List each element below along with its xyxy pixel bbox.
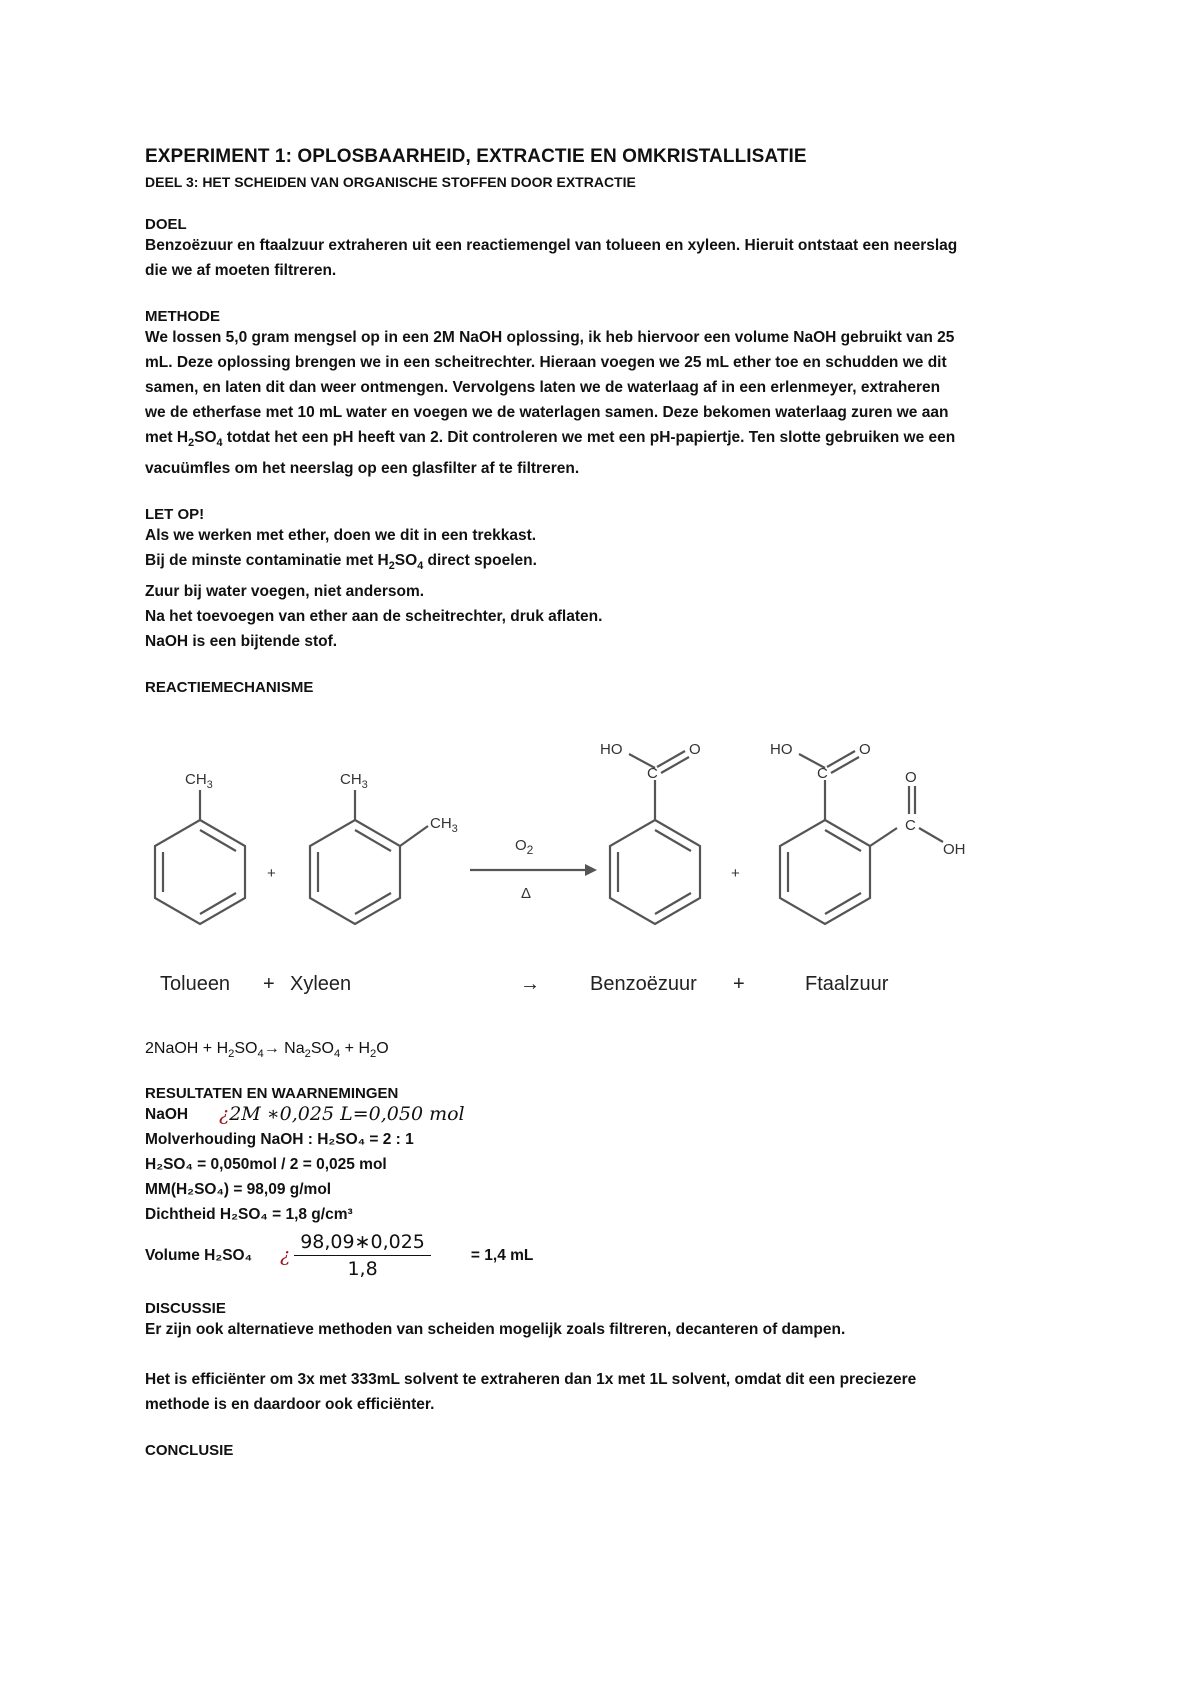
discussie-line: Het is efficiënter om 3x met 333mL solvent te extraheren dan 1x met 1L solvent, omdat dit een preciezere bbox=[145, 1371, 917, 1389]
molar-mass: MM(H₂SO₄) = 98,09 g/mol bbox=[145, 1181, 332, 1199]
phthalic-oh: OH bbox=[943, 841, 966, 858]
neutralisation-equation: 2NaOH + $H_2SO_4\to Na_2SO_4 + H_2O$ bbox=[145, 1040, 389, 1061]
label-xyleen: Xyleen bbox=[290, 973, 352, 995]
h2so4-mol: H₂SO₄ = 0,050mol / 2 = 0,025 mol bbox=[145, 1156, 387, 1174]
phthalic-ho: HO bbox=[770, 741, 793, 758]
methode-line: We lossen 5,0 gram mengsel op in een 2M NaOH oplossing, ik heb hiervoor een volume NaOH gebruikt van 25 bbox=[145, 329, 955, 346]
document-title: EXPERIMENT 1: OPLOSBAARHEID, EXTRACTIE EN OMKRISTALLISATIE bbox=[145, 146, 807, 167]
label-tolueen: Tolueen bbox=[160, 973, 231, 995]
placeholder-glyph: ¿ bbox=[219, 1103, 230, 1126]
toluene-ch3: $CH_3$ bbox=[185, 771, 213, 791]
phthalic-o-top: O bbox=[859, 741, 871, 758]
doel-heading: DOEL bbox=[145, 216, 187, 233]
letop-line: Als we werken met ether, doen we dit in een trekkast. bbox=[145, 527, 537, 545]
methode-line: mL. Deze oplossing brengen we in een scheitrechter. Hieraan voegen we 25 mL ether toe en schudden we dit bbox=[145, 354, 947, 371]
letop-heading: LET OP! bbox=[145, 506, 205, 524]
reaction-svg bbox=[145, 720, 1015, 1010]
reaction-diagram bbox=[145, 720, 1015, 1010]
doel-line: Benzoëzuur en ftaalzuur extraheren uit een reactiemengel van tolueen en xyleen. Hieruit ontstaat een neerslag bbox=[145, 237, 958, 254]
letop-line: NaOH is een bijtende stof. bbox=[145, 633, 338, 651]
letop-line: Na het toevoegen van ether aan de scheitrechter, druk aflaten. bbox=[145, 608, 603, 626]
toluene-ring bbox=[155, 820, 245, 924]
discussie-heading: DISCUSSIE bbox=[145, 1300, 226, 1318]
label-plus: + bbox=[733, 973, 745, 995]
reagent-o2: $O_2$ bbox=[515, 837, 534, 857]
discussie-line: Er zijn ook alternatieve methoden van scheiden mogelijk zoals filtreren, decanteren of dampen. bbox=[145, 1321, 846, 1339]
doel-line: die we af moeten filtreren. bbox=[145, 262, 337, 279]
label-ftaalzuur: Ftaalzuur bbox=[805, 973, 889, 995]
reactie-heading: REACTIEMECHANISME bbox=[145, 679, 314, 697]
document-page bbox=[145, 146, 1085, 696]
xylene-ch3-side: $CH_3$ bbox=[430, 815, 458, 835]
naoh-expression: 2M ∗0,025 L=0,050 mol bbox=[229, 1103, 465, 1126]
xylene-ring bbox=[310, 820, 400, 924]
phthalic-c-top: C bbox=[817, 765, 828, 782]
naoh-calc: NaOH ¿ 2M ∗0,025 L=0,050 mol bbox=[145, 1103, 465, 1126]
volume-calc: Volume H₂SO₄ ¿ $\frac{98,09∗0,025}{1,8}$ = 1,4 mL bbox=[145, 1231, 534, 1281]
volume-result: = 1,4 mL bbox=[470, 1247, 534, 1265]
phthalic-o-side: O bbox=[905, 769, 917, 786]
volume-fraction: $\frac{98,09∗0,025}{1,8}$ bbox=[294, 1229, 431, 1282]
methode-line: samen, en laten dit dan weer ontmengen. Vervolgens laten we de waterlaag af in een erlenmeyer, extraheren bbox=[145, 379, 941, 396]
conclusie-heading: CONCLUSIE bbox=[145, 1442, 234, 1460]
benzoic-ring bbox=[610, 820, 700, 924]
label-benzoezuur: Benzoëzuur bbox=[590, 973, 697, 995]
document-page-lower bbox=[145, 1040, 1085, 1459]
methode-line: we de etherfase met 10 mL water en voegen we de waterlagen samen. Deze bekomen waterlaag zuren we aan bbox=[145, 404, 949, 421]
benzoic-c: C bbox=[647, 765, 658, 782]
methode-line: vacuümfles om het neerslag op een glasfilter af te filtreren. bbox=[145, 460, 580, 478]
phthalic-ring bbox=[780, 820, 870, 924]
benzoic-o: O bbox=[689, 741, 701, 758]
dichtheid: Dichtheid H₂SO₄ = 1,8 g/cm³ bbox=[145, 1206, 353, 1224]
plus-sign: + bbox=[267, 865, 276, 882]
methode-line: met $H_2SO_4$ totdat het een pH heeft van 2. Dit controleren we met een pH-papiertje. Ten slotte gebruiken we een bbox=[145, 429, 956, 450]
document-subtitle: DEEL 3: HET SCHEIDEN VAN ORGANISCHE STOFFEN DOOR EXTRACTIE bbox=[145, 174, 636, 190]
placeholder-glyph: ¿ bbox=[280, 1244, 291, 1267]
letop-line: Bij de minste contaminatie met $H_2SO_4$ direct spoelen. bbox=[145, 552, 537, 573]
xylene-ch3-top: $CH_3$ bbox=[340, 771, 368, 791]
discussie-line: methode is en daardoor ook efficiënter. bbox=[145, 1396, 435, 1414]
resultaten-heading: RESULTATEN EN WAARNEMINGEN bbox=[145, 1085, 399, 1103]
phthalic-c-side: C bbox=[905, 817, 916, 834]
heat-delta: Δ bbox=[521, 885, 532, 902]
letop-line: Zuur bij water voegen, niet andersom. bbox=[145, 583, 425, 601]
label-arrow: → bbox=[520, 973, 540, 995]
methode-heading: METHODE bbox=[145, 308, 220, 325]
molverhouding: Molverhouding NaOH : H₂SO₄ = 2 : 1 bbox=[145, 1131, 414, 1149]
benzoic-ho: HO bbox=[600, 741, 623, 758]
label-plus: + bbox=[263, 973, 275, 995]
plus-sign: + bbox=[731, 865, 740, 882]
